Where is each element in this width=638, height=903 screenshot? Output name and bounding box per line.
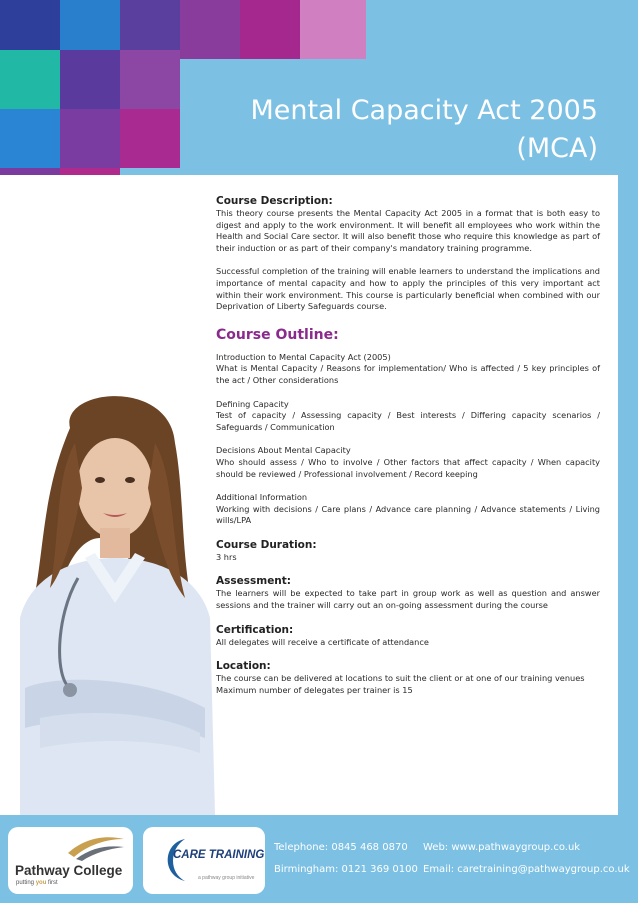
certification-text: All delegates will receive a certificate of attendance (216, 636, 429, 647)
pathway-college-logo (8, 827, 133, 894)
tile (60, 109, 120, 168)
outline-section-body: Working with decisions / Care plans / Advance care planning / Advance statements / Living wills/LPA (216, 503, 600, 526)
outline-section (216, 352, 600, 387)
content-column (216, 195, 600, 696)
outline-heading: Course Outline: (216, 326, 339, 343)
tile (0, 50, 60, 109)
tile (60, 50, 120, 109)
certification-heading: Certification: (216, 623, 294, 636)
tagline-part: first (46, 880, 58, 886)
care-training-name: CARE TRAINING (173, 849, 265, 861)
duration-value: 3 hrs (216, 551, 237, 562)
description-paragraph-2: Successful completion of the training will enable learners to understand the implications and importance of mental capacity and how to apply the principles of this very important act within their work environment. This course is particularly beneficial when combined with our Deprivation of Liberty Safeguards course. (216, 266, 600, 312)
tagline-part-highlight: you (35, 880, 47, 886)
telephone-text: Telephone: 0845 468 0870 (274, 842, 408, 853)
birmingham-text: Birmingham: 0121 369 0100 (274, 864, 418, 875)
pathway-college-tagline (16, 880, 58, 886)
outline-section-body: Test of capacity / Assessing capacity / Best interests / Differing capacity scenarios / Safeguards / Communication (216, 410, 600, 432)
outline-section-title: Decisions About Mental Capacity (216, 445, 351, 456)
description-heading: Course Description: (216, 195, 333, 207)
outline-section-title: Additional Information (216, 492, 308, 503)
outline-section-title: Introduction to Mental Capacity Act (2005) (216, 351, 391, 362)
care-training-subtitle: a pathway group initiative (198, 875, 255, 881)
tile (300, 0, 366, 59)
title-line-1: Mental Capacity Act 2005 (250, 95, 598, 126)
outline-section-body: Who should assess / Who to involve / Other factors that affect capacity / When capacity should be reviewed / Professional involvement / Record keeping (216, 456, 600, 479)
web-link[interactable]: Web: www.pathwaygroup.co.uk (423, 842, 581, 853)
duration-heading: Course Duration: (216, 538, 317, 551)
outline-section (216, 445, 600, 480)
email-link[interactable]: Email: caretraining@pathwaygroup.co.uk (423, 864, 630, 875)
swoosh-icon (66, 833, 126, 861)
outline-section (216, 492, 600, 527)
outline-section (216, 399, 600, 434)
care-training-logo (143, 827, 265, 894)
tile (0, 109, 60, 168)
tagline-part: putting (16, 880, 36, 886)
assessment-text: The learners will be expected to take part in group work as well as question and answer sessions and the trainer will carry out an on-going assessment during the course (216, 588, 600, 611)
location-text-1: The course can be delivered at locations to suit the client or at one of our training venues (216, 673, 585, 684)
nurse-photo (0, 388, 225, 815)
title-line-2: (MCA) (516, 133, 598, 164)
description-paragraph-1: This theory course presents the Mental Capacity Act 2005 in a format that is both easy to digest and apply to the work environment. It will benefit all employees who work within the Health and Social Care sector. It will also benefit those who require this knowledge as part of their induction or as part of their company's mandatory training programme. (216, 208, 600, 253)
tile (240, 0, 300, 59)
location-heading: Location: (216, 660, 271, 673)
outline-section-body: What is Mental Capacity / Reasons for implementation/ Who is affected / 5 key principles of the act / Other considerations (216, 363, 600, 385)
outline-section-title: Defining Capacity (216, 398, 289, 409)
footer (0, 815, 638, 903)
location-text-2: Maximum number of delegates per trainer is 15 (216, 684, 413, 695)
assessment-heading: Assessment: (216, 575, 292, 588)
tile (120, 109, 180, 168)
page-title (250, 92, 598, 168)
pathway-college-name: Pathway College (15, 863, 123, 878)
tile (180, 0, 240, 59)
tile (120, 50, 180, 109)
